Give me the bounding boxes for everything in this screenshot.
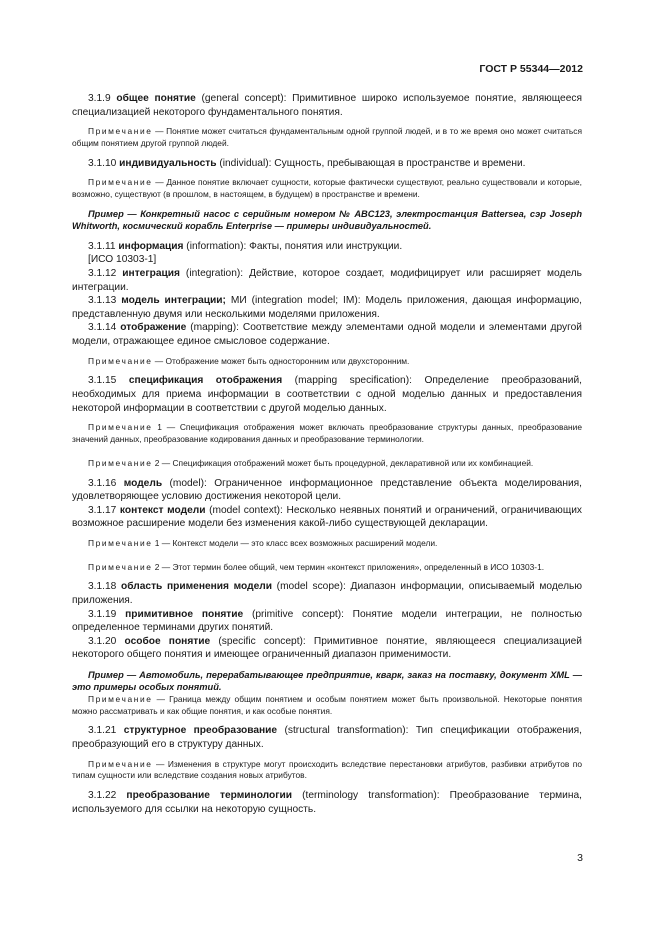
example-3-1-20: Пример — Автомобиль, перерабатывающее предприятие, кварк, заказ на поставку, документ XML — это примеры особых понятий. (72, 670, 582, 693)
note-3-1-17-2: Примечание 2 — Этот термин более общий, чем термин «контекст приложения», определенный в ИСО 10303-1. (88, 561, 545, 572)
page-number: 3 (577, 852, 583, 864)
term-3-1-20: 3.1.20 особое понятие (specific concept): Примитивное понятие, являющееся специализацией некоторого общего понятия и имеющее ограниченный диапазон применимости. (72, 635, 582, 661)
note-3-1-9: Примечание — Понятие может считаться фундаментальным одной группой людей, и в то же время оно может считаться общим понятием другой группой людей. (72, 126, 582, 148)
note-3-1-15-2: Примечание 2 — Спецификация отображений может быть процедурной, декларативной или их комбинацией. (88, 457, 534, 468)
note-3-1-20: Примечание — Граница между общим понятием и особым понятием может быть произвольной. Некоторые понятия можно рассматривать и как общие понятия, и как особые понятия. (72, 693, 582, 716)
term-3-1-17: 3.1.17 контекст модели (model context): Несколько неявных понятий и ограничений, ограничивающих возможное расширение модели без изменения какой-либо существующей декларации. (72, 504, 582, 530)
standard-header: ГОСТ Р 55344—2012 (479, 63, 583, 75)
term-3-1-19: 3.1.19 примитивное понятие (primitive concept): Понятие модели интеграции, не полностью определенное терминами других понятий. (72, 608, 582, 634)
reference-3-1-11: [ИСО 10303-1] (88, 254, 157, 266)
term-3-1-9: 3.1.9 общее понятие (general concept): Примитивное широко используемое понятие, являющееся специализацией некоторого фундаментального понятия. (72, 93, 582, 118)
example-3-1-10: Пример — Конкретный насос с серийным номером № ABC123, электростанция Battersea, сэр Joseph Whitworth, космический корабль Enterprise — примеры индивидуальностей. (72, 208, 582, 232)
term-3-1-14: 3.1.14 отображение (mapping): Соответствие между элементами одной модели и элементами другой модели, отражающее единое смысловое содержание. (72, 322, 582, 347)
term-3-1-12: 3.1.12 интеграция (integration): Действие, которое создает, модифицирует или расширяет модель интеграции. (72, 267, 582, 293)
note-3-1-15-1: Примечание 1 — Спецификация отображения может включать преобразование структуры данных, преобразование значений данных, преобразование кодирования данных и преобразование терминологии. (72, 422, 582, 444)
term-3-1-13: 3.1.13 модель интеграции; МИ (integration model; IM): Модель приложения, дающая информацию, представленную двумя или несколькими моделями приложения. (72, 295, 582, 320)
note-3-1-14: Примечание — Отображение может быть односторонним или двухсторонним. (88, 355, 410, 366)
term-3-1-18: 3.1.18 область применения модели (model scope): Диапазон информации, описываемый моделью приложения. (72, 581, 582, 607)
terms-content (72, 92, 582, 816)
term-3-1-10: 3.1.10 индивидуальность (individual): Сущность, пребывающая в пространстве и времени. (88, 157, 526, 169)
note-3-1-17-1: Примечание 1 — Контекст модели — это класс всех возможных расширений модели. (88, 537, 438, 548)
term-3-1-11: 3.1.11 информация (information): Факты, понятия или инструкции. (88, 240, 403, 252)
term-3-1-16: 3.1.16 модель (model): Ограниченное информационное представление объекта моделирования, удовлетворяющее условию достижения некоторой цели. (72, 477, 582, 503)
note-3-1-10: Примечание — Данное понятие включает сущности, которые фактически существуют, реально существовали и которые, возможно, существуют (в прошлом, в настоящем, в будущем) в пространстве и времени. (72, 177, 582, 200)
term-3-1-15: 3.1.15 спецификация отображения (mapping specification): Определение преобразований, необходимых для приема информации в соответствии с одной моделью данных и предоставления некоторой информации в соответствии с другой моделью данных. (72, 375, 582, 414)
note-3-1-21: Примечание — Изменения в структуре могут происходить вследствие перестановки атрибутов, разбивки атрибутов по типам сущности или вследствие создания новых атрибутов. (72, 758, 582, 781)
term-3-1-21: 3.1.21 структурное преобразование (structural transformation): Тип спецификации отображения, преобразующий его в структуру данных. (72, 725, 582, 751)
term-3-1-22: 3.1.22 преобразование терминологии (terminology transformation): Преобразование термина, используемого для ссылки на некоторую сущность. (72, 790, 582, 815)
